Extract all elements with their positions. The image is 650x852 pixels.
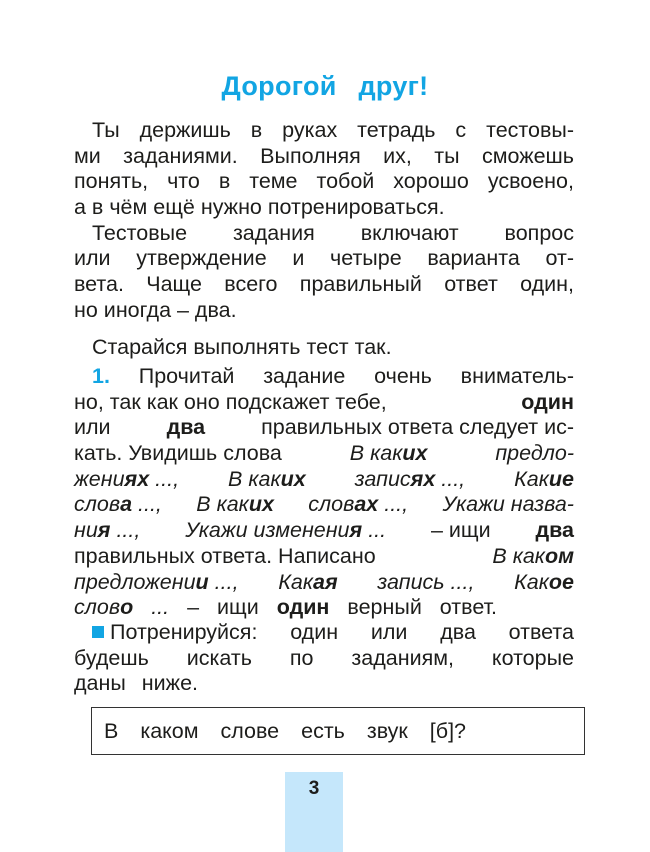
intro-paragraph: [74, 118, 574, 324]
text-line: Ты держишь в руках тетрадь с тестовы-: [92, 118, 574, 142]
text-line: но иногда – два.: [74, 297, 237, 322]
text-line: правильных ответа. Написано В каком: [74, 543, 574, 568]
text-line: кать. Увидишь слова В каких предло-: [74, 441, 574, 466]
text-line: слова ..., В каких словах ..., Укажи назва-: [74, 492, 574, 517]
text-line: а в чём ещё нужно потренироваться.: [74, 195, 445, 220]
text-line: предложении ..., Какая запись ..., Какое: [74, 569, 574, 594]
text-line: ми заданиями. Выполняя их, ты сможешь: [74, 143, 574, 168]
page-number-tab: [285, 772, 343, 852]
text-line: но, так как оно подскажет тебе, один: [74, 389, 574, 414]
text-line: жениях ..., В каких записях ..., Какие: [74, 466, 574, 491]
text-line: или утверждение и четыре варианта от-: [74, 246, 574, 271]
text-line: Тестовые задания включают вопрос: [92, 220, 574, 245]
practice-paragraph: [74, 620, 574, 697]
page-number: 3: [308, 778, 320, 799]
text-line: даны ниже.: [74, 671, 198, 696]
task-question: В каком слове есть звук [б]?: [104, 718, 466, 743]
instruction-paragraph: [74, 335, 574, 361]
text-line: слово ... – ищи один верный ответ.: [74, 595, 498, 620]
text-line: будешь искать по заданиям, которые: [74, 645, 574, 670]
text-line: Старайся выполнять тест так.: [92, 335, 392, 359]
text-line: вета. Чаще всего правильный ответ один,: [74, 272, 574, 297]
text-line: или два правильных ответа следует ис-: [74, 415, 574, 440]
item-1: [74, 364, 574, 621]
task-question-box: [91, 707, 585, 755]
text-line: понять, что в теме тобой хорошо усвоено,: [74, 169, 574, 194]
item-number: 1.: [92, 364, 110, 388]
blue-square-bullet-icon: [92, 626, 104, 638]
text-line: Потренируйся: один или два ответа: [74, 620, 574, 646]
page-title: Дорогой друг!: [221, 71, 429, 101]
text-line: ния ..., Укажи изменения ... – ищи два: [74, 518, 574, 543]
text-line: 1. Прочитай задание очень вниматель-: [92, 364, 574, 388]
